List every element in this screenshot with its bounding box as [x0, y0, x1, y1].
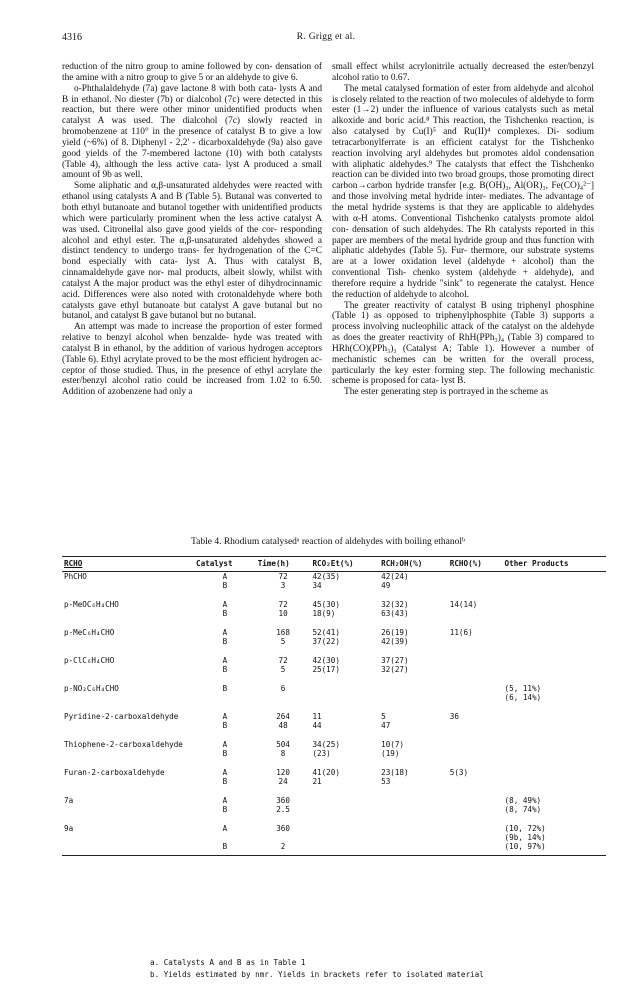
table-cell [503, 618, 606, 637]
table-cell: 32(32) [381, 600, 409, 609]
table-cell: B [222, 637, 228, 646]
table-cell [310, 805, 379, 814]
table-cell: 42(24) [381, 572, 409, 581]
table-cell: 14(14) [449, 600, 478, 609]
table-row [62, 758, 606, 777]
table-cell [62, 637, 194, 646]
table-cell: 41(20) [312, 768, 340, 777]
table-cell: B [194, 842, 256, 856]
left-text-column [62, 62, 322, 398]
table-cell: 23(18) [381, 768, 409, 777]
table-cell: 11(6) [449, 628, 473, 637]
paragraph: Some aliphatic and α,β-unsaturated aldehydes were reacted with ethanol using catalysts A and B (Table 5). Butanal was converted to both ethyl butanoate and butanol together with unidentified products which were particularly prominent when the less active catalyst A was used. Citronellal also gave good yields of the cor- responding alcohol and ethyl ester. The α,β-unsaturated aldehydes showed a distinct tendency to undergo trans- fer hydrogenation of the C=C bond especially with cata- lyst A. Thus with catalyst B, cinnamaldehyde gave nor- mal products, albeit slowly, whilst with catalyst A the major product was the ethyl ester of dihydrocinnamic acid. Differences were also noted with crotonaldehyde where both catalysts gave ethyl butanoate but catalyst A gave butanal but no butanol, and catalyst B gave butanol but no butanal. [62, 181, 322, 322]
table-cell: 21 [312, 777, 322, 786]
table-cell: (8, 49%) [504, 796, 542, 805]
table-cell [503, 665, 606, 674]
column-header: RCHO [62, 557, 194, 572]
table-cell: B [222, 805, 228, 814]
table-cell: 47 [381, 721, 391, 730]
column-header: Catalyst [194, 557, 256, 572]
table-cell [448, 777, 503, 786]
table-cell: p-ClC₆H₄CHO [64, 656, 115, 665]
table-cell: A [222, 656, 228, 665]
table-cell [62, 665, 194, 674]
table-cell [448, 665, 503, 674]
table-cell: A [222, 572, 228, 581]
table-cell: PhCHO [64, 572, 87, 581]
table-cell: 42(39) [381, 637, 409, 646]
table-row [62, 814, 606, 833]
table-cell: B [222, 749, 228, 758]
table-cell: 26(19) [381, 628, 409, 637]
table-cell: 3 [280, 581, 286, 590]
table-cell: 5 [280, 637, 286, 646]
table-cell: 24 [278, 777, 288, 786]
table-cell: A [222, 740, 228, 749]
table-cell: p-MeC₆H₄CHO [64, 628, 115, 637]
table-cell [448, 637, 503, 646]
column-header: Time(h) [256, 557, 311, 572]
table-cell: 18(9) [312, 609, 336, 618]
table-row [62, 749, 606, 758]
table-cell [503, 749, 606, 758]
table-row [62, 609, 606, 618]
table-cell [503, 721, 606, 730]
table-cell: Pyridine-2-carboxaldehyde [64, 712, 179, 721]
table-cell [62, 721, 194, 730]
footnote: b. Yields estimated by nmr. Yields in brackets refer to isolated material [150, 970, 484, 979]
table-cell [310, 833, 379, 842]
table-cell [379, 833, 448, 842]
paragraph: The metal catalysed formation of ester from aldehyde and alcohol is closely related to the reaction of two molecules of aldehyde to form ester (1→2) under the influence of various catalysts such as metal alkoxide and boric acid.⁸ This reaction, the Tishchenko reaction, is also catalysed by Cu(I)⁵ and Ru(II)⁴ complexes. Di- sodium tetracarbonylferrate is an efficient catalyst for the Tishchenko reaction involving aryl aldehydes but promotes aldol condensation with aliphatic aldehydes.⁹ The catalysts that effect the Tishchenko reaction can be divided into two broad groups, those promoting direct carbon→carbon hydride transfer [e.g. B(OH)₃, Al(OR)₃, Fe(CO)₄²⁻] and those involving metal hydride inter- mediates. The advantage of the metal hydride systems is that they are applicable to aldehydes with α-H atoms. Conventional Tishchenko catalysts promote aldol con- densation of such aldehydes. The Rh catalysts reported in this paper are members of the metal hydride group and thus function with aliphatic aldehydes (Table 5). Fur- thermore, our substrate systems are at a lower oxidation level (aldehyde + alcohol) than the conventional Tish- chenko system (aldehyde + aldehyde), and therefore require a hydride "sink" to regenerate the catalyst. Hence the reduction of aldehyde to alcohol. [332, 83, 594, 300]
table-cell: p-MeOC₆H₄CHO [64, 600, 119, 609]
table-row [62, 805, 606, 814]
results-table [62, 556, 606, 856]
table-cell: 48 [278, 721, 288, 730]
column-header: RCHO(%) [448, 557, 503, 572]
table-cell [448, 786, 503, 805]
table-row [62, 721, 606, 730]
table-cell [448, 749, 503, 758]
table-cell [379, 842, 448, 856]
table-cell: 6 [280, 684, 286, 693]
table-cell: A [222, 824, 228, 833]
table-cell [62, 609, 194, 618]
table-cell [448, 581, 503, 590]
table-cell [448, 805, 503, 814]
table-cell [62, 749, 194, 758]
table-cell [310, 842, 379, 856]
table-row [62, 572, 606, 582]
table-cell: (10, 97%) [503, 842, 606, 856]
table-cell: A [222, 628, 228, 637]
table-cell: A [222, 712, 228, 721]
table-cell: 10 [278, 609, 288, 618]
table-cell: Thiophene-2-carboxaldehyde [64, 740, 183, 749]
table-cell: 42(35) [312, 572, 340, 581]
column-header: RCH₂OH(%) [379, 557, 448, 572]
table-row [62, 674, 606, 693]
table-header-row [62, 557, 606, 572]
table-cell: p-NO₂C₆H₄CHO [64, 684, 119, 693]
table-row [62, 581, 606, 590]
table-cell [448, 814, 503, 833]
table-cell [448, 674, 503, 693]
table-cell [503, 581, 606, 590]
table-cell [448, 833, 503, 842]
table-cell: 37(27) [381, 656, 409, 665]
table-row [62, 693, 606, 702]
running-header [62, 32, 590, 46]
table-cell [503, 572, 606, 582]
table-cell: 11 [312, 712, 322, 721]
table-cell [503, 758, 606, 777]
table-cell [448, 646, 503, 665]
table-cell: 120 [276, 768, 290, 777]
table-cell [194, 833, 256, 842]
table-cell: 37(22) [312, 637, 340, 646]
table-row [62, 646, 606, 665]
table-cell [310, 693, 379, 702]
table-cell: 5 [280, 665, 286, 674]
table-cell [194, 693, 256, 702]
paragraph: reduction of the nitro group to amine followed by con- densation of the amine with a nitro group to give 5 or an aldehyde to give 6. [62, 62, 322, 83]
footnote: a. Catalysts A and B as in Table 1 [150, 958, 306, 967]
table-cell: 5(3) [449, 768, 469, 777]
table-cell [379, 786, 448, 805]
table-cell: 25(17) [312, 665, 340, 674]
table-row [62, 590, 606, 609]
right-text-column [332, 62, 594, 398]
table-cell [503, 702, 606, 721]
table-row [62, 842, 606, 856]
paragraph: The greater reactivity of catalyst B using triphenyl phosphine (Table 1) as opposed to triphenylphosphite (Table 3) supports a process involving nucleophilic attack of the catalyst on the aldehyde as does the greater reactivity of RhH(PPh₃)₄ (Table 3) compared to HRh(CO)(PPh₃)₃ (Catalyst A; Table 1). However a number of mechanistic schemes can be written for the overall process, particularly the key ester forming step. The following mechanistic scheme is proposed for cata- lyst B. [332, 300, 594, 387]
table-cell: B [222, 665, 228, 674]
table-cell: (23) [312, 749, 331, 758]
column-header: Other Products [503, 557, 606, 572]
table-cell: Furan-2-carboxaldehyde [64, 768, 165, 777]
table-row [62, 665, 606, 674]
table-cell: 63(43) [381, 609, 409, 618]
paragraph: An attempt was made to increase the proportion of ester formed relative to benzyl alcohol when benzalde- hyde was treated with catalyst B in ethanol, by the addition of various hydrogen acceptors (Table 6). Ethyl acrylate proved to be the most efficient hydrogen ac- ceptor of those studied. Thus, in the presence of ethyl acrylate the ester/benzyl alcohol ratio could be increased from 1.02 to 6.50. Addition of azobenzene had only a [62, 322, 322, 398]
table-row [62, 786, 606, 805]
table-cell: 168 [276, 628, 290, 637]
table-row [62, 777, 606, 786]
table-cell: (9b, 14%) [504, 833, 546, 842]
table-cell [62, 805, 194, 814]
table-cell: 504 [276, 740, 290, 749]
table-cell [62, 581, 194, 590]
table-cell [448, 842, 503, 856]
table-cell [310, 814, 379, 833]
table-cell: 42(30) [312, 656, 340, 665]
table-cell: (8, 74%) [504, 805, 542, 814]
table-cell: 2 [256, 842, 311, 856]
table-row [62, 637, 606, 646]
table-cell [503, 637, 606, 646]
table-cell [448, 572, 503, 582]
table-row [62, 730, 606, 749]
table-row [62, 618, 606, 637]
table-cell: B [222, 721, 228, 730]
table-cell [448, 693, 503, 702]
table-cell: 49 [381, 581, 391, 590]
table-cell: 10(7) [381, 740, 404, 749]
table-cell: (5, 11%) [504, 684, 542, 693]
table-cell [379, 674, 448, 693]
table-cell [62, 833, 194, 842]
table-cell [448, 730, 503, 749]
table-cell: A [222, 796, 228, 805]
paragraph: o-Phthalaldehyde (7a) gave lactone 8 with both cata- lysts A and B in ethanol. No diester (7b) or dialcohol (7c) were detected in this reaction, but there were other minor unidentified products when catalyst A was used. The dialcohol (7c) slowly reacted in bromobenzene at 110° in the presence of catalyst B to give a low yield (~6%) of 8. Diphenyl - 2,2' - dicarboxaldehyde (9a) also gave good yields of the 7-membered lactone (10) with both catalysts (Table 4), although the less active cata- lyst A produced a small amount of 9b as well. [62, 83, 322, 181]
table-cell [379, 805, 448, 814]
table-cell: 7a [64, 796, 74, 805]
table-cell: (10, 72%) [504, 824, 546, 833]
table-cell: 34 [312, 581, 322, 590]
table-cell [503, 646, 606, 665]
table-cell: B [222, 609, 228, 618]
table-cell [62, 693, 194, 702]
table-cell: 72 [278, 600, 288, 609]
table-cell: B [222, 581, 228, 590]
table-cell [503, 590, 606, 609]
table-body [62, 572, 606, 856]
table-cell: 8 [280, 749, 286, 758]
table-cell: 2.5 [276, 805, 290, 814]
table-cell [256, 833, 311, 842]
table-cell: (19) [381, 749, 400, 758]
table-cell: 360 [276, 796, 290, 805]
table-cell: 360 [276, 824, 290, 833]
table-cell [503, 777, 606, 786]
table-cell: 53 [381, 777, 391, 786]
table-cell: 45(30) [312, 600, 340, 609]
table-cell [62, 842, 194, 856]
column-header: RCO₂Et(%) [310, 557, 379, 572]
table-cell: A [222, 600, 228, 609]
table-cell: 52(41) [312, 628, 340, 637]
table-cell: 32(27) [381, 665, 409, 674]
table-cell: 72 [278, 572, 288, 581]
table-cell: B [222, 777, 228, 786]
table-cell [310, 786, 379, 805]
table-cell: 72 [278, 656, 288, 665]
table-cell [503, 730, 606, 749]
table-cell: 264 [276, 712, 290, 721]
paragraph: The ester generating step is portrayed in the scheme as [344, 387, 549, 398]
table-cell: 5 [381, 712, 386, 721]
table-cell: B [222, 684, 228, 693]
table-cell: (6, 14%) [504, 693, 542, 702]
table-cell [503, 609, 606, 618]
paragraph: small effect whilst acrylonitrile actually decreased the ester/benzyl alcohol ratio to 0.67. [332, 62, 594, 83]
table-cell: 9a [64, 824, 74, 833]
table-cell: 36 [449, 712, 459, 721]
table-cell: 44 [312, 721, 322, 730]
table-cell: A [222, 768, 228, 777]
table-cell [62, 777, 194, 786]
page-number: 4316 [62, 32, 82, 43]
table-cell [448, 721, 503, 730]
table-cell [310, 674, 379, 693]
table-row [62, 702, 606, 721]
table-cell [256, 693, 311, 702]
table-caption: Table 4. Rhodium catalysedᵃ reaction of aldehydes with boiling ethanolᵇ [191, 537, 465, 547]
table-row [62, 833, 606, 842]
table-cell [448, 609, 503, 618]
table-cell: 34(25) [312, 740, 340, 749]
table-cell [379, 693, 448, 702]
running-authors: R. Grigg et al. [296, 32, 356, 42]
table-cell [379, 814, 448, 833]
